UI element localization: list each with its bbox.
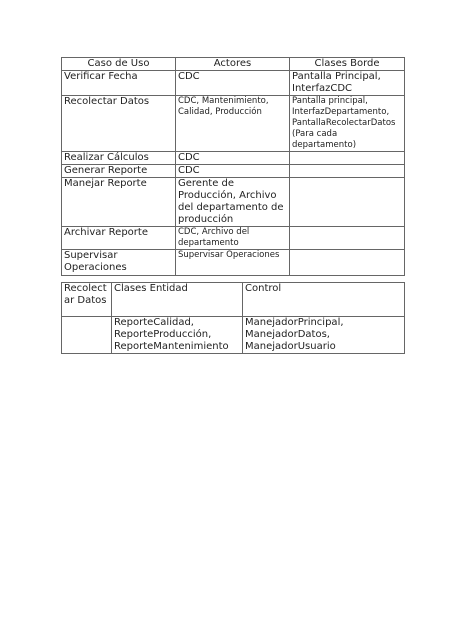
- cell-actores: CDC: [176, 152, 290, 165]
- cell-empty: [62, 317, 112, 354]
- header-clases-entidad: Clases Entidad: [112, 283, 243, 317]
- cell-clases: [290, 227, 405, 250]
- cell-clases: Pantalla principal, InterfazDepartamento, PantallaRecolectarDatos (Para cada departamento): [290, 96, 405, 152]
- cell-actores: Gerente de Producción, Archivo del departamento de producción: [176, 178, 290, 227]
- table-row: [62, 178, 405, 227]
- header-recolectar-datos: Recolectar Datos: [62, 283, 112, 317]
- cell-clases: [290, 250, 405, 276]
- cell-control: ManejadorPrincipal, ManejadorDatos, ManejadorUsuario: [243, 317, 405, 354]
- table-row: [62, 152, 405, 165]
- cell-caso: Recolectar Datos: [62, 96, 176, 152]
- table-row: [62, 71, 405, 96]
- table-row: [62, 96, 405, 152]
- data-collection-table: [61, 282, 405, 354]
- cell-caso: Realizar Cálculos: [62, 152, 176, 165]
- cell-caso: Generar Reporte: [62, 165, 176, 178]
- cell-caso: Archivar Reporte: [62, 227, 176, 250]
- cell-actores: CDC: [176, 165, 290, 178]
- table-row: [62, 317, 405, 354]
- cell-actores: Supervisar Operaciones: [176, 250, 290, 276]
- table-row: [62, 227, 405, 250]
- table-row: [62, 165, 405, 178]
- cell-caso: Verificar Fecha: [62, 71, 176, 96]
- cell-caso: Manejar Reporte: [62, 178, 176, 227]
- header-caso-de-uso: Caso de Uso: [62, 58, 176, 71]
- table-header-row: [62, 58, 405, 71]
- header-clases-borde: Clases Borde: [290, 58, 405, 71]
- table-header-row: [62, 283, 405, 317]
- cell-actores: CDC: [176, 71, 290, 96]
- header-control: Control: [243, 283, 405, 317]
- cell-clases: Pantalla Principal, InterfazCDC: [290, 71, 405, 96]
- cell-clases: [290, 178, 405, 227]
- table-row: [62, 250, 405, 276]
- cell-clases-entidad: ReporteCalidad, ReporteProducción, ReporteMantenimiento: [112, 317, 243, 354]
- use-case-table: [61, 57, 405, 276]
- header-actores: Actores: [176, 58, 290, 71]
- cell-caso: Supervisar Operaciones: [62, 250, 176, 276]
- cell-actores: CDC, Mantenimiento, Calidad, Producción: [176, 96, 290, 152]
- cell-clases: [290, 165, 405, 178]
- cell-clases: [290, 152, 405, 165]
- cell-actores: CDC, Archivo del departamento: [176, 227, 290, 250]
